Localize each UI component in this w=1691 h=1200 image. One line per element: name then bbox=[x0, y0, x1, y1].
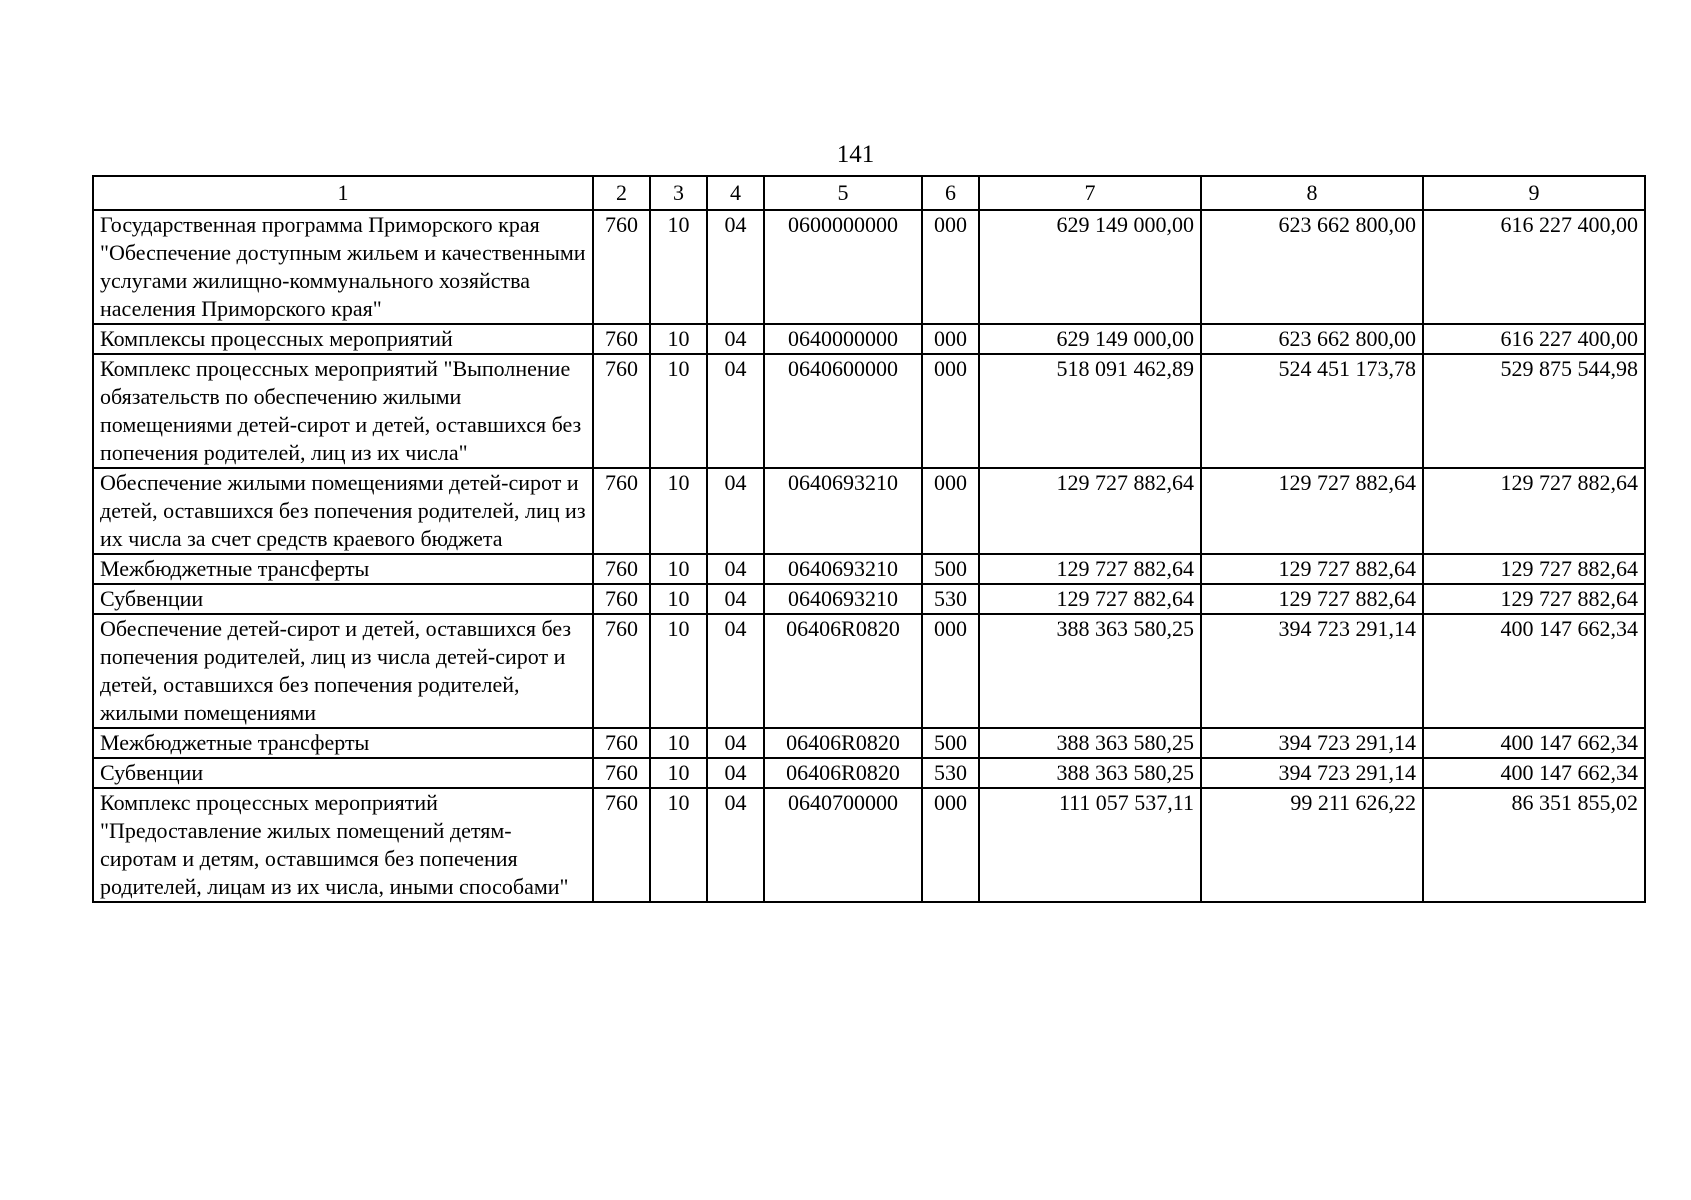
table-row bbox=[93, 354, 1645, 468]
column-header: 8 bbox=[1201, 176, 1423, 210]
table-row bbox=[93, 614, 1645, 728]
cell-amount-year2: 394 723 291,14 bbox=[1201, 614, 1423, 728]
cell-expense-type: 500 bbox=[922, 554, 979, 584]
cell-target-article: 0640700000 bbox=[764, 788, 922, 902]
cell-section-code: 10 bbox=[650, 324, 707, 354]
cell-amount-year2: 623 662 800,00 bbox=[1201, 210, 1423, 324]
cell-ministry-code: 760 bbox=[593, 468, 650, 554]
cell-subsection-code: 04 bbox=[707, 554, 764, 584]
row-name: Субвенции bbox=[93, 758, 593, 788]
page-number: 141 bbox=[836, 141, 875, 168]
column-header: 9 bbox=[1423, 176, 1645, 210]
row-name: Комплекс процессных мероприятий "Выполнение обязательств по обеспечению жилыми помещениями детей-сирот и детей, оставшихся без попечения родителей, лиц из их числа" bbox=[93, 354, 593, 468]
row-name: Комплексы процессных мероприятий bbox=[93, 324, 593, 354]
cell-ministry-code: 760 bbox=[593, 614, 650, 728]
cell-section-code: 10 bbox=[650, 614, 707, 728]
cell-expense-type: 530 bbox=[922, 758, 979, 788]
cell-ministry-code: 760 bbox=[593, 728, 650, 758]
cell-amount-year2: 524 451 173,78 bbox=[1201, 354, 1423, 468]
cell-subsection-code: 04 bbox=[707, 468, 764, 554]
cell-amount-year1: 518 091 462,89 bbox=[979, 354, 1201, 468]
cell-amount-year3: 400 147 662,34 bbox=[1423, 728, 1645, 758]
cell-amount-year2: 129 727 882,64 bbox=[1201, 554, 1423, 584]
cell-ministry-code: 760 bbox=[593, 210, 650, 324]
cell-section-code: 10 bbox=[650, 758, 707, 788]
header-row bbox=[93, 176, 1645, 210]
cell-amount-year2: 129 727 882,64 bbox=[1201, 584, 1423, 614]
table-row bbox=[93, 210, 1645, 324]
cell-expense-type: 000 bbox=[922, 788, 979, 902]
cell-section-code: 10 bbox=[650, 468, 707, 554]
cell-amount-year3: 616 227 400,00 bbox=[1423, 324, 1645, 354]
cell-section-code: 10 bbox=[650, 728, 707, 758]
cell-expense-type: 000 bbox=[922, 210, 979, 324]
column-header: 7 bbox=[979, 176, 1201, 210]
column-header: 2 bbox=[593, 176, 650, 210]
cell-target-article: 0600000000 bbox=[764, 210, 922, 324]
cell-expense-type: 530 bbox=[922, 584, 979, 614]
cell-ministry-code: 760 bbox=[593, 584, 650, 614]
cell-amount-year1: 129 727 882,64 bbox=[979, 584, 1201, 614]
row-name: Обеспечение детей-сирот и детей, оставшихся без попечения родителей, лиц из числа детей-сирот и детей, оставшихся без попечения родителей, жилыми помещениями bbox=[93, 614, 593, 728]
column-header: 1 bbox=[93, 176, 593, 210]
cell-ministry-code: 760 bbox=[593, 324, 650, 354]
cell-amount-year1: 388 363 580,25 bbox=[979, 728, 1201, 758]
cell-subsection-code: 04 bbox=[707, 614, 764, 728]
cell-subsection-code: 04 bbox=[707, 788, 764, 902]
cell-ministry-code: 760 bbox=[593, 554, 650, 584]
cell-target-article: 0640693210 bbox=[764, 468, 922, 554]
table-row bbox=[93, 468, 1645, 554]
column-header: 4 bbox=[707, 176, 764, 210]
cell-amount-year3: 129 727 882,64 bbox=[1423, 468, 1645, 554]
cell-section-code: 10 bbox=[650, 554, 707, 584]
row-name: Государственная программа Приморского края "Обеспечение доступным жильем и качественными услугами жилищно-коммунального хозяйства населения Приморского края" bbox=[93, 210, 593, 324]
cell-expense-type: 000 bbox=[922, 354, 979, 468]
cell-expense-type: 000 bbox=[922, 324, 979, 354]
table-row bbox=[93, 324, 1645, 354]
cell-amount-year2: 394 723 291,14 bbox=[1201, 758, 1423, 788]
row-name: Субвенции bbox=[93, 584, 593, 614]
cell-subsection-code: 04 bbox=[707, 728, 764, 758]
cell-section-code: 10 bbox=[650, 210, 707, 324]
table-row bbox=[93, 758, 1645, 788]
cell-subsection-code: 04 bbox=[707, 210, 764, 324]
cell-subsection-code: 04 bbox=[707, 324, 764, 354]
cell-amount-year1: 111 057 537,11 bbox=[979, 788, 1201, 902]
cell-expense-type: 000 bbox=[922, 468, 979, 554]
column-header: 5 bbox=[764, 176, 922, 210]
table-row bbox=[93, 728, 1645, 758]
cell-section-code: 10 bbox=[650, 584, 707, 614]
cell-amount-year1: 629 149 000,00 bbox=[979, 210, 1201, 324]
row-name: Межбюджетные трансферты bbox=[93, 728, 593, 758]
column-header: 6 bbox=[922, 176, 979, 210]
cell-amount-year1: 129 727 882,64 bbox=[979, 554, 1201, 584]
cell-subsection-code: 04 bbox=[707, 584, 764, 614]
cell-subsection-code: 04 bbox=[707, 354, 764, 468]
cell-ministry-code: 760 bbox=[593, 788, 650, 902]
cell-amount-year3: 129 727 882,64 bbox=[1423, 584, 1645, 614]
cell-amount-year2: 623 662 800,00 bbox=[1201, 324, 1423, 354]
cell-amount-year1: 629 149 000,00 bbox=[979, 324, 1201, 354]
cell-target-article: 06406R0820 bbox=[764, 728, 922, 758]
cell-target-article: 0640600000 bbox=[764, 354, 922, 468]
cell-amount-year3: 529 875 544,98 bbox=[1423, 354, 1645, 468]
cell-amount-year1: 388 363 580,25 bbox=[979, 758, 1201, 788]
cell-expense-type: 000 bbox=[922, 614, 979, 728]
cell-target-article: 0640693210 bbox=[764, 584, 922, 614]
table-row bbox=[93, 788, 1645, 902]
cell-amount-year1: 388 363 580,25 bbox=[979, 614, 1201, 728]
budget-table bbox=[92, 175, 1646, 903]
cell-amount-year1: 129 727 882,64 bbox=[979, 468, 1201, 554]
cell-section-code: 10 bbox=[650, 788, 707, 902]
cell-amount-year3: 86 351 855,02 bbox=[1423, 788, 1645, 902]
cell-amount-year3: 400 147 662,34 bbox=[1423, 614, 1645, 728]
cell-ministry-code: 760 bbox=[593, 758, 650, 788]
cell-target-article: 06406R0820 bbox=[764, 614, 922, 728]
cell-target-article: 0640693210 bbox=[764, 554, 922, 584]
table-row bbox=[93, 584, 1645, 614]
cell-target-article: 06406R0820 bbox=[764, 758, 922, 788]
cell-amount-year3: 616 227 400,00 bbox=[1423, 210, 1645, 324]
cell-target-article: 0640000000 bbox=[764, 324, 922, 354]
row-name: Межбюджетные трансферты bbox=[93, 554, 593, 584]
cell-expense-type: 500 bbox=[922, 728, 979, 758]
row-name: Обеспечение жилыми помещениями детей-сирот и детей, оставшихся без попечения родителей, лиц из их числа за счет средств краевого бюджета bbox=[93, 468, 593, 554]
cell-subsection-code: 04 bbox=[707, 758, 764, 788]
cell-amount-year2: 129 727 882,64 bbox=[1201, 468, 1423, 554]
row-name: Комплекс процессных мероприятий "Предоставление жилых помещений детям-сиротам и детям, оставшимся без попечения родителей, лицам из их числа, иными способами" bbox=[93, 788, 593, 902]
cell-amount-year2: 99 211 626,22 bbox=[1201, 788, 1423, 902]
cell-amount-year2: 394 723 291,14 bbox=[1201, 728, 1423, 758]
cell-section-code: 10 bbox=[650, 354, 707, 468]
column-header: 3 bbox=[650, 176, 707, 210]
cell-amount-year3: 129 727 882,64 bbox=[1423, 554, 1645, 584]
cell-ministry-code: 760 bbox=[593, 354, 650, 468]
cell-amount-year3: 400 147 662,34 bbox=[1423, 758, 1645, 788]
table-row bbox=[93, 554, 1645, 584]
